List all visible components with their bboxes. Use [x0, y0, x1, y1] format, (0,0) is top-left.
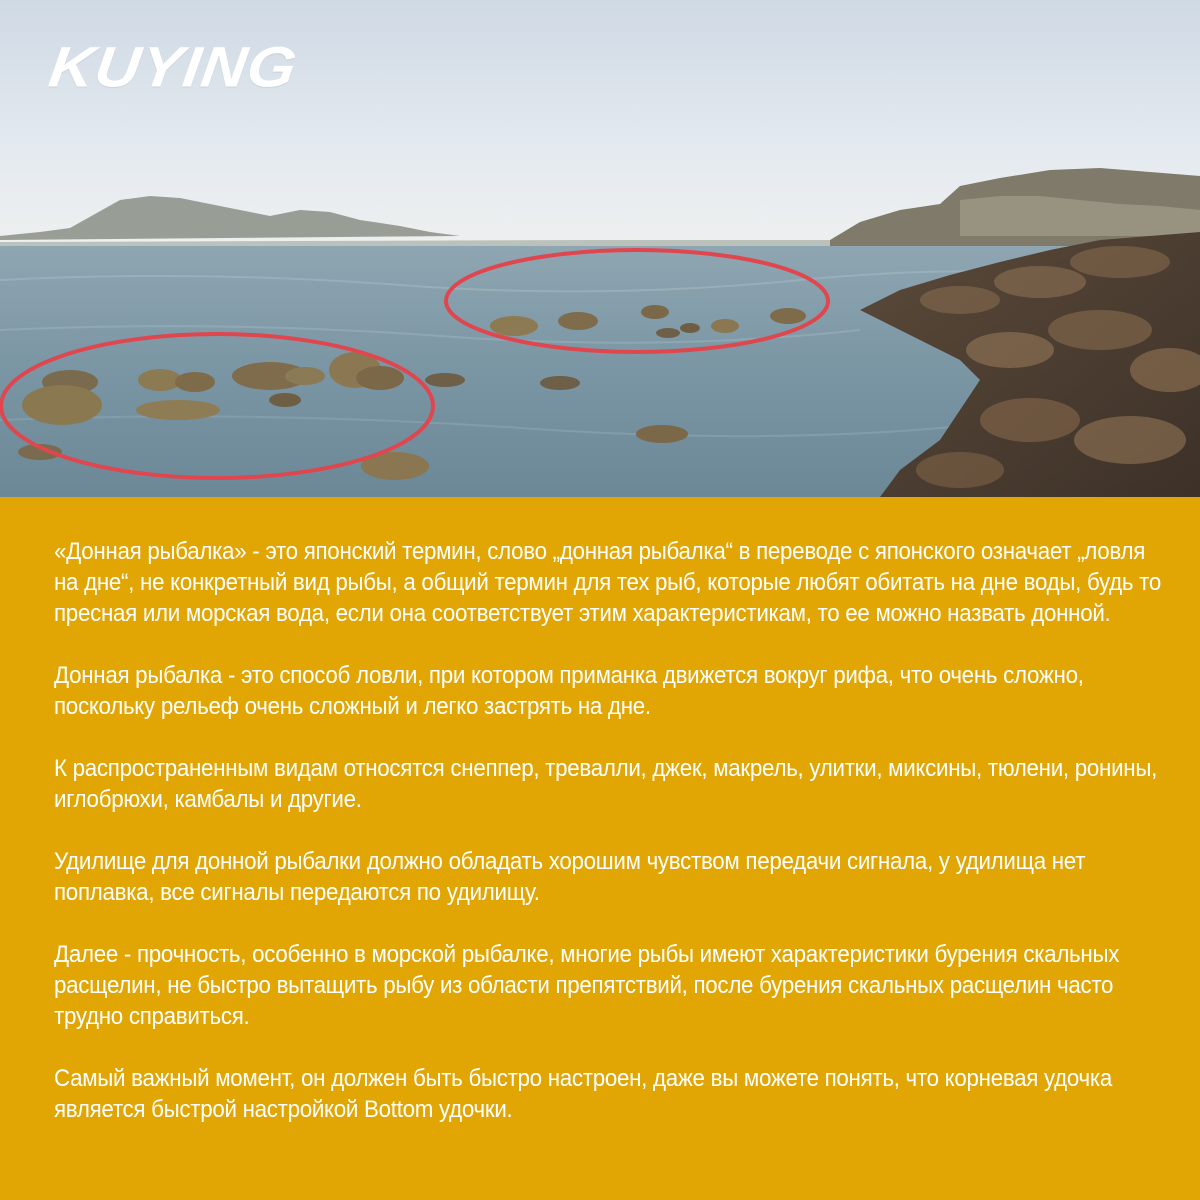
paragraph-fast-action: Самый важный момент, он должен быть быстро настроен, даже вы можете понять, что корневая удочка является быстрой настройкой Bottom удочки. [54, 1065, 1113, 1123]
coast-photo [0, 0, 1200, 497]
paragraph-term-definition: «Донная рыбалка» - это японский термин, слово „донная рыбалка“ в переводе с японского означает „ловля на дне“, не конкретный вид рыбы, а общий термин для тех рыб, которые любят обитать на дне воды, будь то пресная или морская вода, если она соответствует этим характеристикам, то ее можно назвать донной. [54, 538, 1161, 627]
article-text [54, 536, 1164, 1156]
kuying-logo: KUYING [45, 36, 302, 100]
paragraph-species: К распространенным видам относятся снеппер, тревалли, джек, макрель, улитки, миксины, тюлени, ронины, иглобрюхи, камбалы и другие. [54, 755, 1158, 813]
paragraph-rod-sensitivity: Удилище для донной рыбалки должно обладать хорошим чувством передачи сигнала, у удилища нет поплавка, все сигналы передаются по удилищу. [54, 848, 1086, 906]
paragraph-strength: Далее - прочность, особенно в морской рыбалке, многие рыбы имеют характеристики бурения скальных расщелин, не быстро вытащить рыбу из области препятствий, после бурения скальных расщелин часто трудно справиться. [54, 941, 1120, 1030]
paragraph-method: Донная рыбалка - это способ ловли, при котором приманка движется вокруг рифа, что очень сложно, поскольку рельеф очень сложный и легко застрять на дне. [54, 662, 1084, 720]
